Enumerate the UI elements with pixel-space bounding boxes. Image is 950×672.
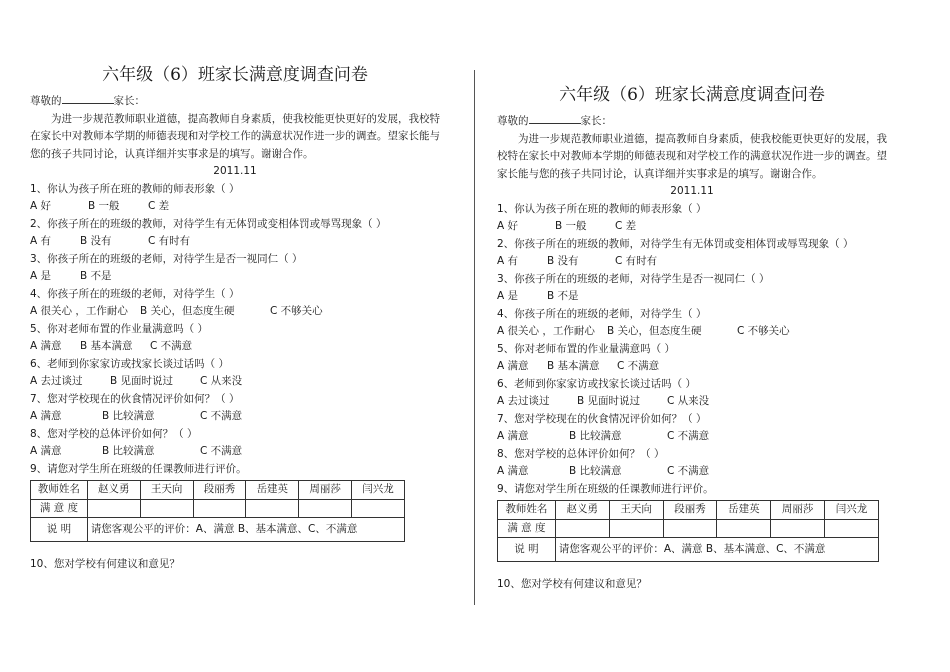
satisfaction-cell[interactable] [663, 519, 717, 538]
answer-option[interactable]: B 关心，但态度生硬 [607, 325, 702, 337]
teacher-name-header: 教师姓名 [498, 501, 556, 520]
teacher-name: 周丽莎 [299, 481, 352, 500]
question-2: 2、你孩子所在的班级的教师，对待学生有无体罚或变相体罚或辱骂现象（ ） [497, 237, 854, 250]
question-6: 6、老师到你家家访或找家长谈过话吗（ ） [497, 377, 697, 390]
satisfaction-cell[interactable] [717, 519, 771, 538]
answer-option[interactable]: A 满意 [497, 360, 529, 372]
answer-option[interactable]: C 不够关心 [270, 305, 323, 317]
question-8: 8、您对学校的总体评价如何？（ ） [30, 427, 198, 440]
question-1: 1、你认为孩子所在班的教师的师表形象（ ） [30, 182, 240, 195]
question-3: 3、你孩子所在的班级的老师，对待学生是否一视同仁（ ） [30, 252, 303, 265]
question-7: 7、您对学校现在的伙食情况评价如何？（ ） [30, 392, 240, 405]
question-9: 9、请您对学生所在班级的任课教师进行评价。 [30, 462, 247, 475]
answer-option[interactable]: B 不是 [80, 270, 112, 282]
answer-option[interactable]: C 不满意 [150, 340, 193, 352]
survey-date: 2011.11 [213, 165, 257, 177]
answer-option[interactable]: C 不满意 [617, 360, 660, 372]
answer-option[interactable]: B 不是 [547, 290, 579, 302]
note-row [498, 538, 879, 562]
satisfaction-row [498, 519, 879, 538]
answer-option[interactable]: C 不满意 [200, 410, 243, 422]
salutation-suffix: 家长： [580, 115, 612, 127]
satisfaction-cell[interactable] [140, 499, 193, 518]
satisfaction-cell[interactable] [87, 499, 140, 518]
question-list [30, 181, 440, 479]
page-divider [474, 70, 475, 605]
salutation-suffix: 家长： [113, 95, 145, 107]
note-header: 说 明 [31, 518, 88, 542]
salutation [497, 112, 887, 131]
satisfaction-cell[interactable] [193, 499, 246, 518]
survey-title: 六年级（6）班家长满意度调查问卷 [559, 85, 825, 105]
question-4: 4、你孩子所在的班级的老师，对待学生（ ） [497, 307, 707, 320]
answer-options [497, 463, 887, 481]
answer-option[interactable]: B 比较满意 [102, 410, 155, 422]
answer-option[interactable]: C 不满意 [667, 465, 710, 477]
teacher-name: 周丽莎 [771, 501, 825, 520]
satisfaction-header: 满 意 度 [498, 519, 556, 538]
answer-option[interactable]: A 满意 [497, 465, 529, 477]
satisfaction-row [31, 499, 405, 518]
answer-option[interactable]: A 去过谈过 [30, 375, 83, 387]
answer-option[interactable]: B 关心，但态度生硬 [140, 305, 235, 317]
answer-option[interactable]: C 不满意 [200, 445, 243, 457]
teacher-name-row [31, 481, 405, 500]
question-8: 8、您对学校的总体评价如何？（ ） [497, 447, 665, 460]
answer-option[interactable]: A 满意 [497, 430, 529, 442]
answer-option[interactable]: B 基本满意 [80, 340, 133, 352]
teacher-name: 段丽秀 [193, 481, 246, 500]
answer-option[interactable]: C 不满意 [667, 430, 710, 442]
survey-sheet-left [30, 62, 440, 574]
note-header: 说 明 [498, 538, 556, 562]
salutation-prefix: 尊敬的 [30, 95, 62, 107]
question-5: 5、你对老师布置的作业量满意吗（ ） [497, 342, 676, 355]
teacher-name: 赵义勇 [87, 481, 140, 500]
answer-option[interactable]: A 有 [30, 235, 52, 247]
teacher-name-header: 教师姓名 [31, 481, 88, 500]
answer-option[interactable]: A 很关心 ，工作耐心 [497, 325, 595, 337]
teacher-name: 岳建英 [717, 501, 771, 520]
salutation-prefix: 尊敬的 [497, 115, 529, 127]
question-7: 7、您对学校现在的伙食情况评价如何？（ ） [497, 412, 707, 425]
answer-option[interactable]: B 见面时说过 [577, 395, 641, 407]
survey-title: 六年级（6）班家长满意度调查问卷 [102, 65, 368, 85]
answer-option[interactable]: A 有 [497, 255, 519, 267]
question-list [497, 201, 887, 499]
satisfaction-cell[interactable] [771, 519, 825, 538]
answer-options [30, 443, 440, 461]
answer-options [497, 323, 887, 341]
question-2: 2、你孩子所在的班级的教师，对待学生有无体罚或变相体罚或辱骂现象（ ） [30, 217, 387, 230]
answer-option[interactable]: A 满意 [30, 445, 62, 457]
answer-option[interactable]: C 从来没 [200, 375, 243, 387]
satisfaction-cell[interactable] [609, 519, 663, 538]
rating-note: 请您客观公平的评价：A、满意 B、基本满意、C、不满意 [555, 538, 878, 562]
answer-option[interactable]: C 差 [148, 200, 170, 212]
parent-name-blank [529, 112, 581, 124]
answer-option[interactable]: A 去过谈过 [497, 395, 550, 407]
question-10: 10、您对学校有何建议和意见？ [30, 558, 180, 570]
survey-sheet-right [497, 82, 887, 594]
answer-options [497, 253, 887, 271]
answer-option[interactable]: B 没有 [547, 255, 579, 267]
rating-note: 请您客观公平的评价：A、满意 B、基本满意、C、不满意 [87, 518, 404, 542]
answer-options [30, 198, 440, 216]
satisfaction-cell[interactable] [825, 519, 879, 538]
answer-option[interactable]: B 基本满意 [547, 360, 600, 372]
teacher-name: 岳建英 [246, 481, 299, 500]
answer-options [30, 233, 440, 251]
answer-option[interactable]: A 好 [497, 220, 519, 232]
question-1: 1、你认为孩子所在班的教师的师表形象（ ） [497, 202, 707, 215]
answer-option[interactable]: B 一般 [88, 200, 120, 212]
answer-option[interactable]: B 一般 [555, 220, 587, 232]
answer-options [497, 358, 887, 376]
answer-options [30, 373, 440, 391]
answer-options [497, 393, 887, 411]
question-3: 3、你孩子所在的班级的老师，对待学生是否一视同仁（ ） [497, 272, 770, 285]
teacher-name: 闫兴龙 [825, 501, 879, 520]
answer-option[interactable]: C 有时有 [148, 235, 191, 247]
satisfaction-cell[interactable] [555, 519, 609, 538]
question-10: 10、您对学校有何建议和意见？ [497, 578, 647, 590]
intro-paragraph: 为进一步规范教师职业道德，提高教师自身素质，使我校能更快更好的发展，我校特在家长中对教师本学期的师德表现和对学校工作的满意状况作进一步的调查。望家长能与您的孩子共同讨论，认真详细并实事求是的填写。谢谢合作。 [497, 132, 887, 180]
answer-options [30, 338, 440, 356]
answer-option[interactable]: B 比较满意 [102, 445, 155, 457]
answer-option[interactable]: C 不够关心 [737, 325, 790, 337]
teacher-name: 段丽秀 [663, 501, 717, 520]
question-6: 6、老师到你家家访或找家长谈过话吗（ ） [30, 357, 230, 370]
answer-options [30, 268, 440, 286]
survey-date: 2011.11 [670, 185, 714, 197]
answer-option[interactable]: A 满意 [30, 410, 62, 422]
question-9: 9、请您对学生所在班级的任课教师进行评价。 [497, 482, 714, 495]
answer-option[interactable]: B 比较满意 [569, 430, 622, 442]
answer-option[interactable]: B 比较满意 [569, 465, 622, 477]
teacher-name: 王天向 [609, 501, 663, 520]
teacher-name: 闫兴龙 [352, 481, 405, 500]
answer-option[interactable]: B 见面时说过 [110, 375, 174, 387]
answer-option[interactable]: A 好 [30, 200, 52, 212]
teacher-name: 赵义勇 [555, 501, 609, 520]
answer-option[interactable]: C 从来没 [667, 395, 710, 407]
answer-option[interactable]: A 是 [30, 270, 52, 282]
answer-option[interactable]: A 是 [497, 290, 519, 302]
answer-option[interactable]: C 差 [615, 220, 637, 232]
parent-name-blank [62, 92, 114, 104]
intro-paragraph: 为进一步规范教师职业道德，提高教师自身素质，使我校能更快更好的发展，我校特在家长中对教师本学期的师德表现和对学校工作的满意状况作进一步的调查。望家长能与您的孩子共同讨论，认真详细并实事求是的填写。谢谢合作。 [30, 112, 440, 160]
satisfaction-cell[interactable] [246, 499, 299, 518]
question-4: 4、你孩子所在的班级的老师，对待学生（ ） [30, 287, 240, 300]
teacher-rating-table [497, 500, 879, 562]
answer-options [30, 408, 440, 426]
satisfaction-cell[interactable] [352, 499, 405, 518]
answer-options [497, 218, 887, 236]
answer-option[interactable]: A 满意 [30, 340, 62, 352]
answer-option[interactable]: C 有时有 [615, 255, 658, 267]
answer-options [30, 303, 440, 321]
salutation [30, 92, 440, 111]
teacher-name: 王天向 [140, 481, 193, 500]
answer-options [497, 428, 887, 446]
satisfaction-cell[interactable] [299, 499, 352, 518]
question-5: 5、你对老师布置的作业量满意吗（ ） [30, 322, 209, 335]
teacher-name-row [498, 501, 879, 520]
answer-options [497, 288, 887, 306]
answer-option[interactable]: A 很关心 ，工作耐心 [30, 305, 128, 317]
satisfaction-header: 满 意 度 [31, 499, 88, 518]
teacher-rating-table [30, 480, 405, 542]
answer-option[interactable]: B 没有 [80, 235, 112, 247]
note-row [31, 518, 405, 542]
